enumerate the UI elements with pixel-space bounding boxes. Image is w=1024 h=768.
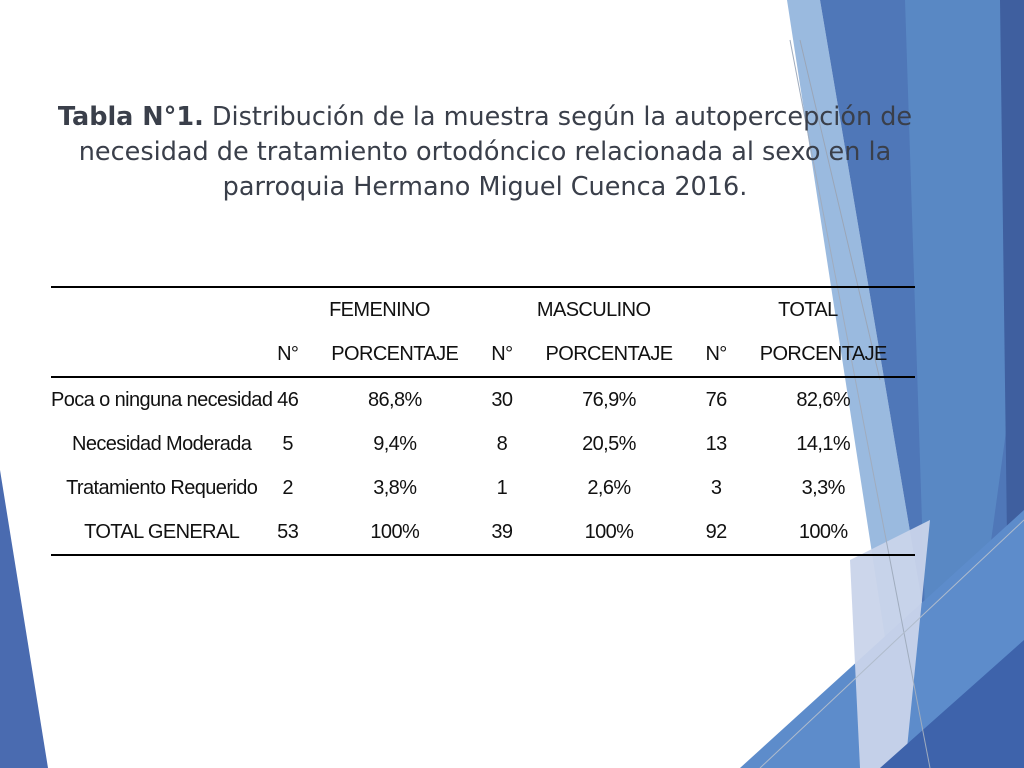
table-cell: 14,1% [796,432,851,455]
group-header-femenino: FEMENINO [272,287,486,332]
row-label: Poca o ninguna necesidad [51,388,273,411]
subheader-row [51,332,915,377]
title-text: Distribución de la muestra según la autopercepción de necesidad de tratamiento ortodóncico relacionada al sexo en la parroquia Hermano Miguel Cuenca 2016. [78,102,913,202]
total-row [51,510,915,555]
table-cell: 3 [710,476,722,499]
table-cell: 3,3% [801,476,845,499]
subheader-cell: PORCENTAJE [517,332,701,377]
subheader-cell: N° [701,332,732,377]
table-cell: 76,9% [582,388,636,411]
table-cell: 53 [272,510,303,555]
subheader-cell: PORCENTAJE [731,332,915,377]
table-row [51,377,915,422]
table-cell: 3,8% [373,476,417,499]
table-cell: 20,5% [582,432,636,455]
row-label: TOTAL GENERAL [51,510,272,555]
table-cell: 2,6% [587,476,631,499]
table-cell: 86,8% [367,388,422,411]
slide-title [40,100,930,205]
table-row [51,422,915,466]
table-cell: 2 [282,476,293,499]
table-cell: 92 [701,510,732,555]
table-cell: 100% [303,510,487,555]
group-header-total: TOTAL [701,287,915,332]
table-cell: 30 [491,388,513,411]
row-label: Necesidad Moderada [72,432,252,455]
subheader-cell: PORCENTAJE [303,332,487,377]
table-cell: 1 [496,476,508,499]
row-label: Tratamiento Requerido [66,476,258,499]
table-cell: 100% [731,510,915,555]
table-cell: 100% [517,510,701,555]
table-cell: 5 [282,432,293,455]
table-cell: 13 [705,432,727,455]
table-cell: 8 [496,432,508,455]
table-cell: 9,4% [373,432,417,455]
table-cell: 46 [277,388,299,411]
subheader-cell: N° [487,332,518,377]
table-cell: 76 [705,388,727,411]
table-row [51,466,915,510]
group-header-row [51,287,915,332]
table-cell: 82,6% [796,388,851,411]
table-cell: 39 [487,510,518,555]
subheader-cell: N° [272,332,303,377]
title-prefix: Tabla N°1. [57,102,204,132]
distribution-table [51,286,915,556]
group-header-masculino: MASCULINO [487,287,701,332]
deco-left-strip [0,470,48,768]
